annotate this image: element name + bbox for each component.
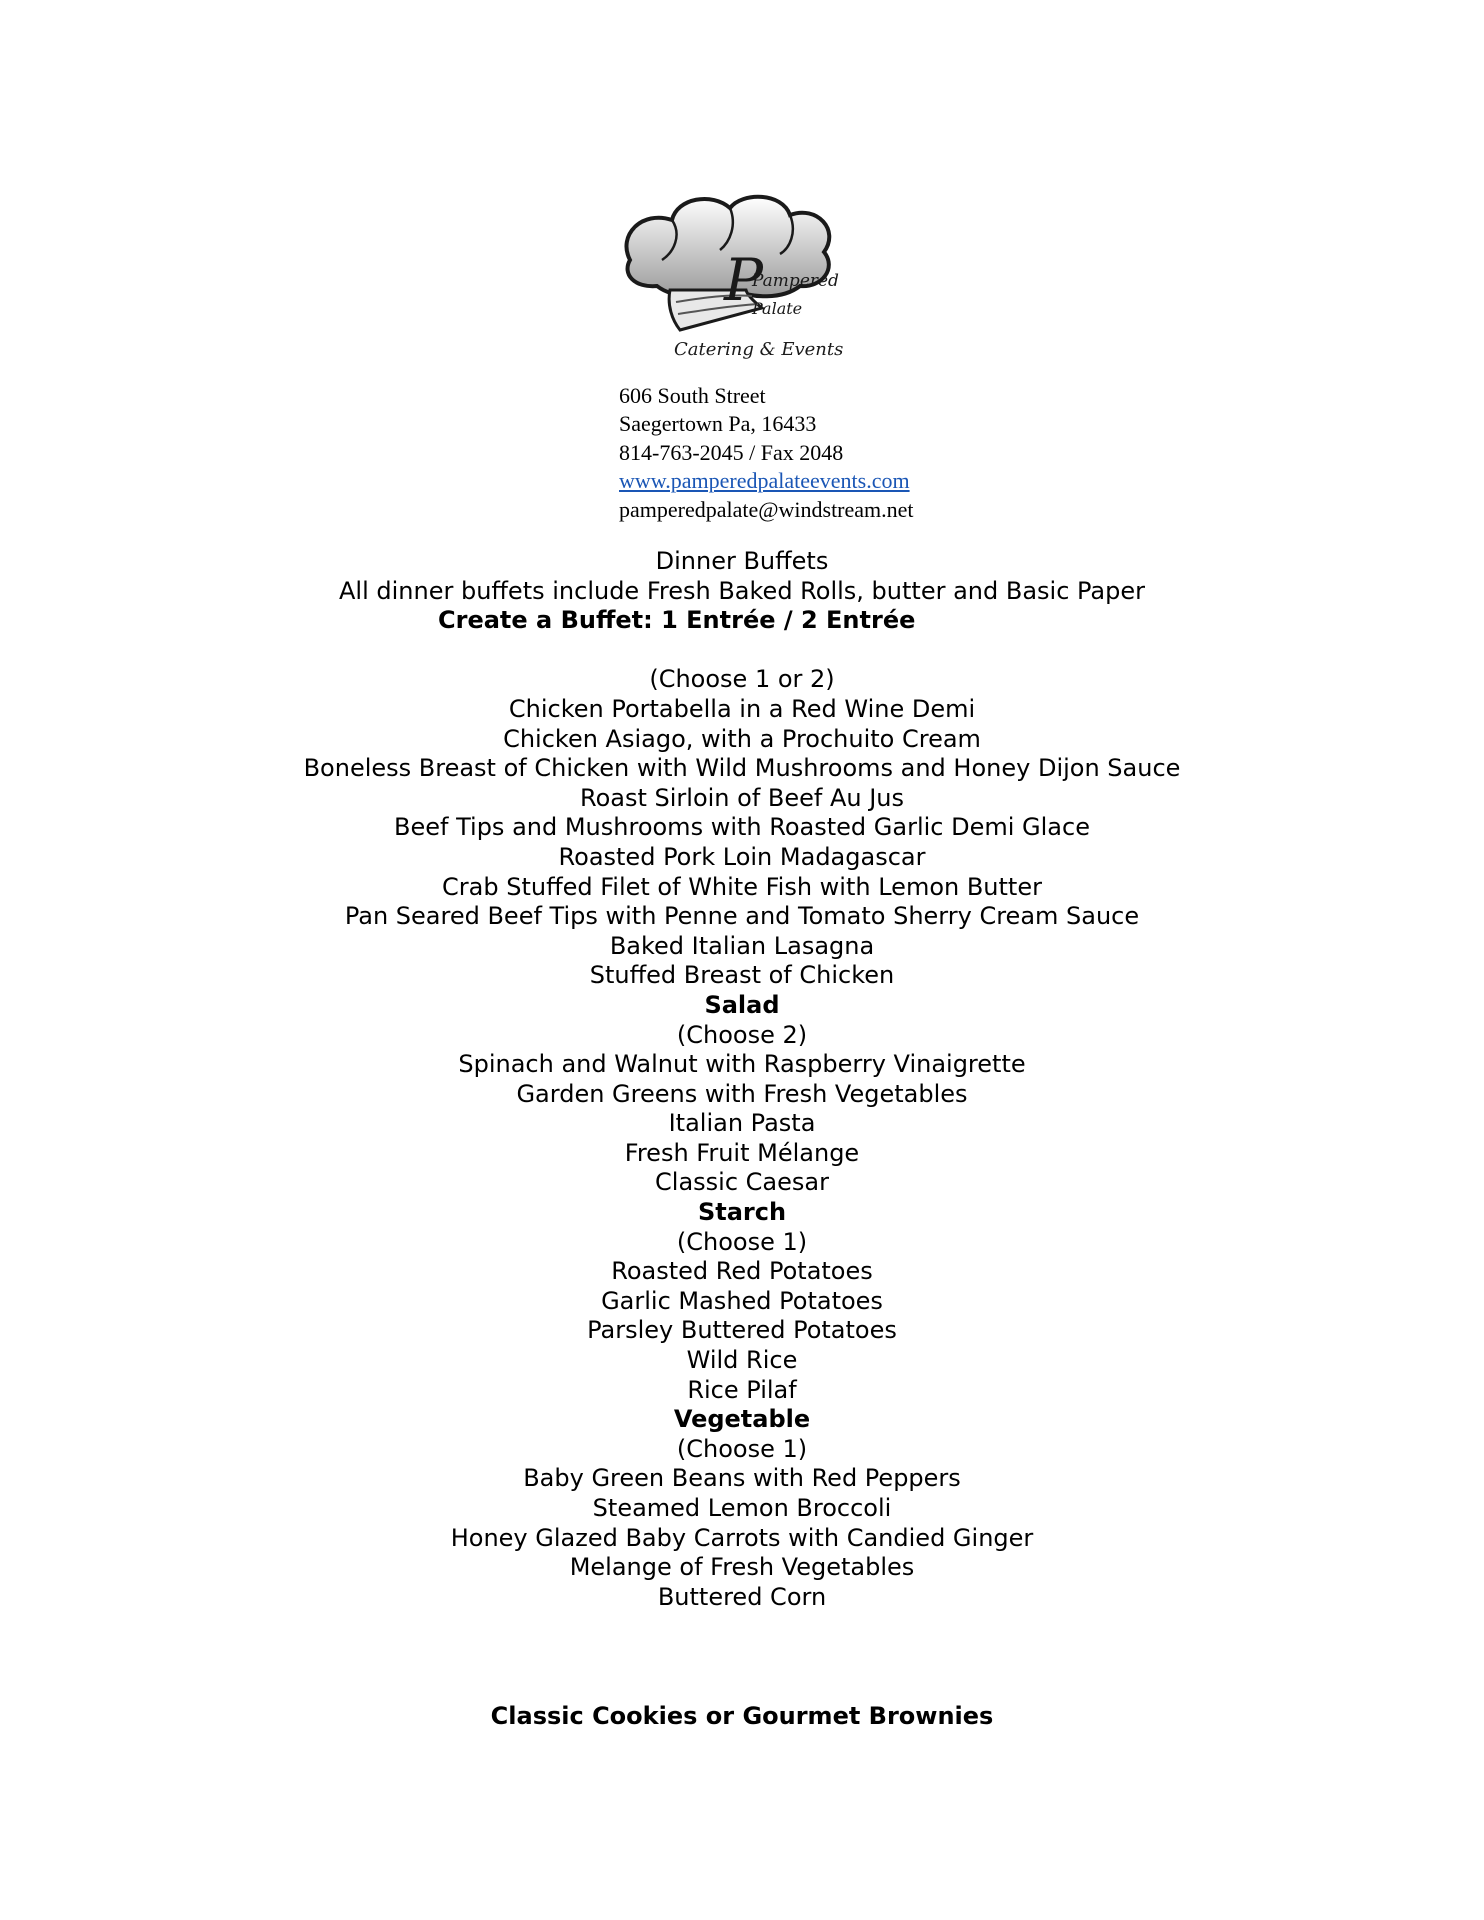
list-item: Chicken Asiago, with a Prochuito Cream <box>503 724 981 753</box>
entree-section <box>0 665 1484 991</box>
svg-text:Pampered: Pampered <box>752 271 839 291</box>
starch-choose: (Choose 1) <box>676 1227 808 1256</box>
list-item: Beef Tips and Mushrooms with Roasted Garlic Demi Glace <box>394 813 1090 842</box>
menu-title: Dinner Buffets <box>655 547 829 575</box>
list-item: Melange of Fresh Vegetables <box>569 1553 915 1582</box>
starch-heading: Starch <box>697 1198 787 1227</box>
chef-hat-icon <box>612 190 892 366</box>
email-address: pamperedpalate@windstream.net <box>619 496 914 522</box>
list-item: Roasted Pork Loin Madagascar <box>558 842 926 871</box>
menu-body <box>0 547 1484 1612</box>
list-item: Garden Greens with Fresh Vegetables <box>516 1079 968 1108</box>
vegetable-choose: (Choose 1) <box>676 1434 808 1463</box>
salad-section <box>0 991 1484 1198</box>
list-item: Classic Caesar <box>655 1168 829 1197</box>
list-item: Garlic Mashed Potatoes <box>601 1286 883 1315</box>
list-item: Wild Rice <box>686 1346 798 1375</box>
dessert-line: Classic Cookies or Gourmet Brownies <box>490 1702 994 1730</box>
list-item: Spinach and Walnut with Raspberry Vinaigrette <box>458 1050 1026 1079</box>
street-address: 606 South Street <box>619 383 766 408</box>
list-item: Rice Pilaf <box>687 1375 797 1404</box>
create-buffet-heading: Create a Buffet: 1 Entrée / 2 Entrée <box>438 606 916 635</box>
spacer <box>0 636 1484 666</box>
list-item: Italian Pasta <box>668 1109 816 1138</box>
contact-block <box>619 382 914 524</box>
list-item: Baked Italian Lasagna <box>609 931 875 960</box>
list-item: Buttered Corn <box>657 1582 827 1611</box>
list-item: Chicken Portabella in a Red Wine Demi <box>508 694 976 723</box>
phone-fax: 814-763-2045 / Fax 2048 <box>619 439 844 465</box>
list-item: Pan Seared Beef Tips with Penne and Tomato Sherry Cream Sauce <box>344 902 1140 931</box>
svg-text:Palate: Palate <box>752 299 803 318</box>
starch-section <box>0 1198 1484 1405</box>
vegetable-section <box>0 1405 1484 1612</box>
list-item: Boneless Breast of Chicken with Wild Mushrooms and Honey Dijon Sauce <box>303 754 1181 783</box>
list-item: Parsley Buttered Potatoes <box>587 1316 897 1345</box>
list-item: Fresh Fruit Mélange <box>624 1138 860 1167</box>
svg-text:Catering & Events: Catering & Events <box>674 339 844 360</box>
website-link[interactable]: www.pamperedpalateevents.com <box>619 468 910 494</box>
list-item: Roast Sirloin of Beef Au Jus <box>579 783 905 812</box>
list-item: Steamed Lemon Broccoli <box>592 1494 892 1522</box>
salad-heading: Salad <box>704 990 780 1019</box>
list-item: Stuffed Breast of Chicken <box>589 961 895 990</box>
entree-choose: (Choose 1 or 2) <box>649 665 835 694</box>
svg-text:P: P <box>724 246 764 314</box>
vegetable-heading: Vegetable <box>673 1405 811 1434</box>
salad-choose: (Choose 2) <box>676 1020 808 1049</box>
list-item: Roasted Red Potatoes <box>611 1257 873 1286</box>
menu-subtitle: All dinner buffets include Fresh Baked Rolls, butter and Basic Paper <box>338 576 1145 605</box>
list-item: Honey Glazed Baby Carrots with Candied Ginger <box>450 1523 1034 1552</box>
list-item: Baby Green Beans with Red Peppers <box>523 1464 961 1493</box>
city-state-zip: Saegertown Pa, 16433 <box>619 411 817 437</box>
company-logo <box>612 190 892 366</box>
list-item: Crab Stuffed Filet of White Fish with Lemon Butter <box>442 872 1042 901</box>
